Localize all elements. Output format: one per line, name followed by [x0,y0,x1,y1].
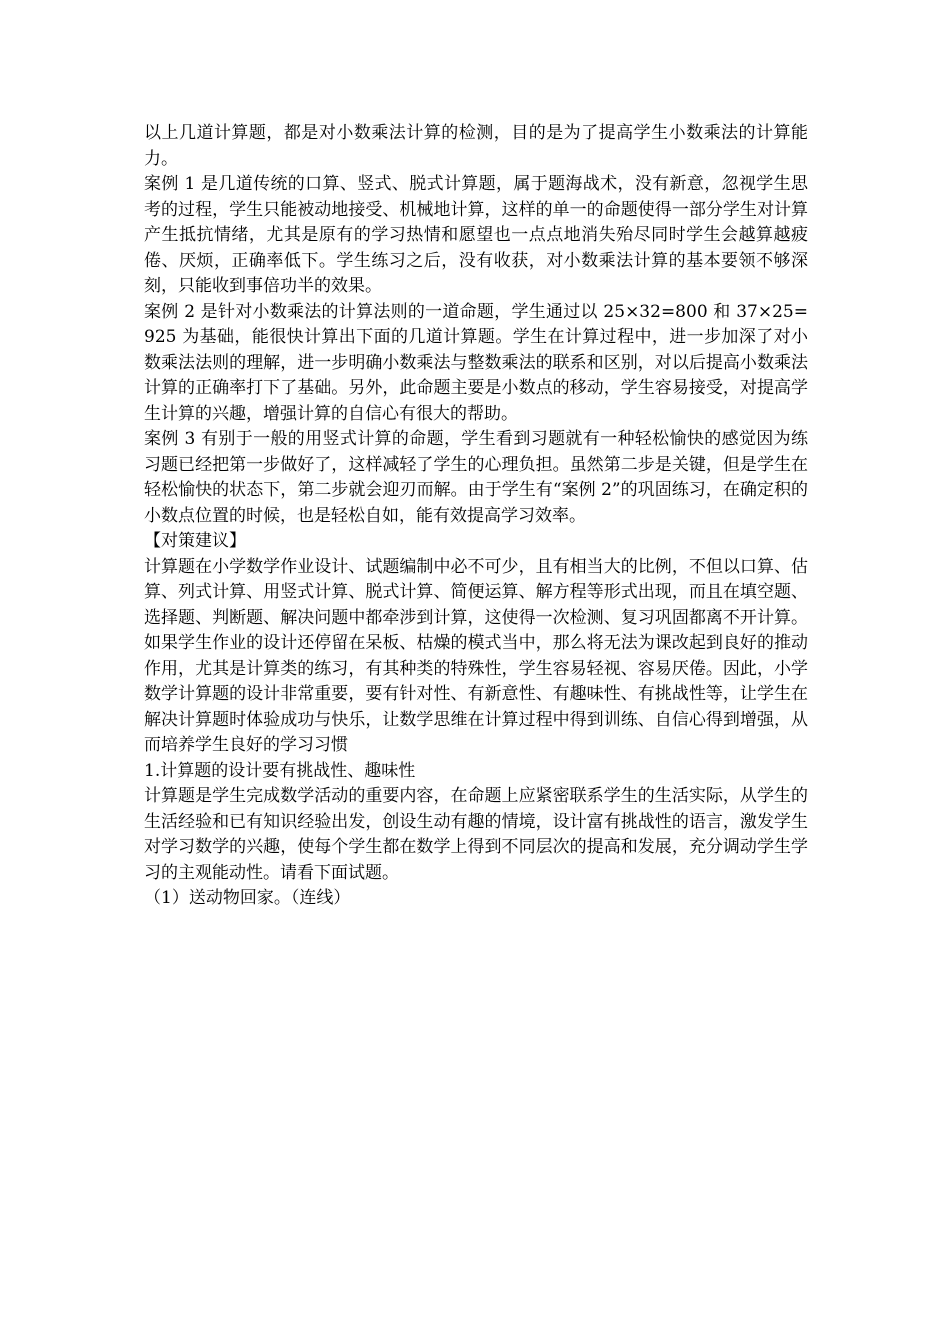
paragraph-case-3: 案例 3 有别于一般的用竖式计算的命题，学生看到习题就有一种轻松愉快的感觉因为练习题已经把第一步做好了，这样减轻了学生的心理负担。虽然第二步是关键，但是学生在轻松愉快的状态下，第二步就会迎刃而解。由于学生有“案例 2”的巩固练习，在确定积的小数点位置的时候，也是轻松自如，能有效提高学习效率。 [144,429,808,526]
paragraph-challenge: 计算题是学生完成数学活动的重要内容，在命题上应紧密联系学生的生活实际，从学生的生活经验和已有知识经验出发，创设生动有趣的情境，设计富有挑战性的语言，激发学生对学习数学的兴趣，使每个学生都在数学上得到不同层次的提高和发展，充分调动学生学习的主观能动性。请看下面试题。 [144,786,808,883]
paragraph-intro: 以上几道计算题，都是对小数乘法计算的检测，目的是为了提高学生小数乘法的计算能力。 [144,123,808,169]
section-heading: 【对策建议】 [144,531,246,551]
paragraph-case-2: 案例 2 是针对小数乘法的计算法则的一道命题，学生通过以 25×32=800 和 37×25=925 为基础，能很快计算出下面的几道计算题。学生在计算过程中，进一步加深了对小数乘法法则的理解，进一步明确小数乘法与整数乘法的联系和区别，对以后提高小数乘法计算的正确率打下了基础。另外，此命题主要是小数点的移动，学生容易接受，对提高学生计算的兴趣，增强计算的自信心有很大的帮助。 [144,301,808,424]
subheading-challenge: 1.计算题的设计要有挑战性、趣味性 [144,760,416,781]
document-page [144,121,808,912]
paragraph-case-1: 案例 1 是几道传统的口算、竖式、脱式计算题，属于题海战术，没有新意，忽视学生思考的过程，学生只能被动地接受、机械地计算，这样的单一的命题使得一部分学生对计算产生抵抗情绪，尤其是原有的学习热情和愿望也一点点地消失殆尽同时学生会越算越疲倦、厌烦，正确率低下。学生练习之后，没有收获，对小数乘法计算的基本要领不够深刻，只能收到事倍功半的效果。 [144,174,808,296]
exercise-item: （1）送动物回家。（连线） [144,888,351,908]
paragraph-suggestions: 计算题在小学数学作业设计、试题编制中必不可少，且有相当大的比例，不但以口算、估算、列式计算、用竖式计算、脱式计算、简便运算、解方程等形式出现，而且在填空题、选择题、判断题、解决问题中都牵涉到计算，这使得一次检测、复习巩固都离不开计算。如果学生作业的设计还停留在呆板、枯燥的模式当中，那么将无法为课改起到良好的推动作用，尤其是计算类的练习，有其种类的特殊性，学生容易轻视、容易厌倦。因此，小学数学计算题的设计非常重要，要有针对性、有新意性、有趣味性、有挑战性等，让学生在解决计算题时体验成功与快乐，让数学思维在计算过程中得到训练、自信心得到增强，从而培养学生良好的学习习惯 [144,556,808,755]
